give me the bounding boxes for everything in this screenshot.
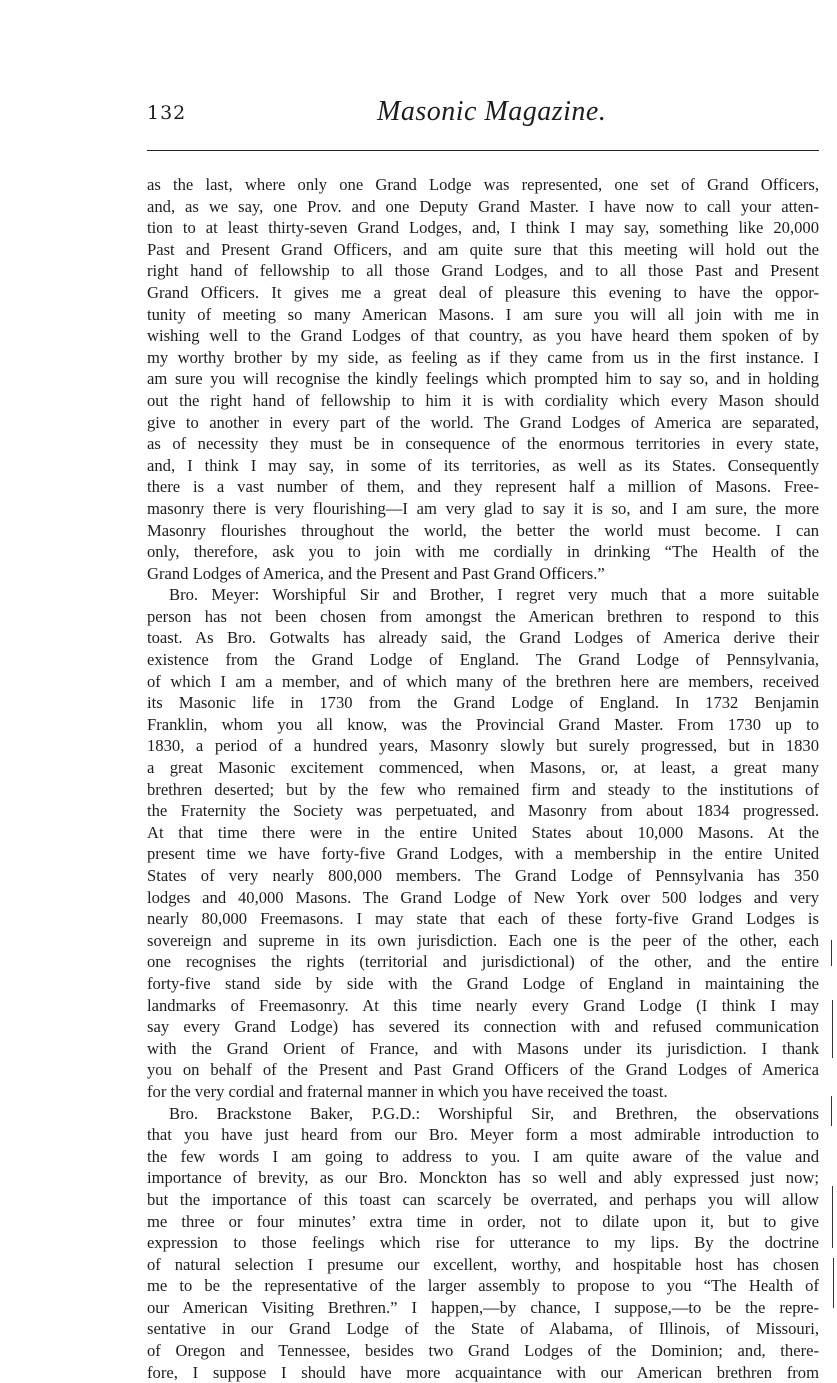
text-line: of natural selection I presume our excellent, worthy, and hospitable host has chosen	[147, 1254, 819, 1274]
text-line: expression to those feelings which rise for utterance to my lips. By the doctrine	[147, 1233, 819, 1253]
text-line: of Oregon and Tennessee, besides two Grand Lodges of the Dominion; and, there-	[147, 1341, 819, 1361]
text-line: States of very nearly 800,000 members. The Grand Lodge of Pennsylvania has 350	[147, 866, 819, 885]
margin-mark	[833, 1258, 834, 1308]
text-line: Bro. Brackstone Baker, P.G.D.: Worshipful Sir, and Brethren, the observations	[169, 1103, 819, 1123]
text-line: nearly 80,000 Freemasons. I may state that each of these forty-five Grand Lodges is	[147, 909, 819, 929]
text-line: Grand Officers. It gives me a great deal of pleasure this evening to have the oppor-	[147, 282, 819, 302]
page-header	[147, 96, 819, 132]
text-line: a great Masonic excitement commenced, when Masons, or, at least, a great many	[147, 758, 819, 778]
margin-mark	[831, 1096, 832, 1126]
text-line: give to another in every part of the world. The Grand Lodges of America are separated,	[147, 412, 819, 432]
text-line: one recognises the rights (territorial and jurisdictional) of the other, and the entire	[147, 952, 819, 972]
text-line: sovereign and supreme in its own jurisdiction. Each one is the peer of the other, each	[147, 930, 819, 950]
text-line: the few words I am going to address to you. I am quite aware of the value and	[147, 1146, 819, 1166]
text-line: there is a vast number of them, and they represent half a million of Masons. Free-	[147, 477, 819, 497]
text-line: tunity of meeting so many American Masons. I am sure you will all join with me in	[147, 304, 819, 324]
text-line: masonry there is very flourishing—I am very glad to say it is so, and I am sure, the more	[147, 498, 819, 518]
running-title: Masonic Magazine.	[377, 96, 607, 127]
text-line: our American Visiting Brethren.” I happen,—by chance, I suppose,—to be the repre-	[147, 1297, 819, 1317]
text-line: Franklin, whom you all know, was the Provincial Grand Master. From 1730 up to	[147, 714, 819, 734]
text-line: brethren deserted; but by the few who remained firm and steady to the institutions of	[147, 779, 819, 799]
text-line: right hand of fellowship to all those Grand Lodges, and to all those Past and Present	[147, 261, 819, 281]
margin-mark	[832, 1000, 833, 1058]
page-number: 132	[147, 102, 187, 124]
text-line: me to be the representative of the larger assembly to propose to you “The Health of	[147, 1276, 819, 1296]
text-line: Grand Lodges of America, and the Present and Past Grand Officers.”	[147, 563, 605, 583]
text-line: landmarks of Freemasonry. At this time nearly every Grand Lodge (I think I may	[147, 995, 819, 1015]
text-line: Bro. Meyer: Worshipful Sir and Brother, I regret very much that a more suitable	[169, 585, 819, 605]
text-line: me three or four minutes’ extra time in order, not to dilate upon it, but to give	[147, 1211, 819, 1231]
text-line: Masonry flourishes throughout the world, the better the world must become. I can	[147, 520, 819, 540]
text-line: as of necessity they must be in consequence of the enormous territories in every state,	[147, 434, 819, 454]
body-text	[147, 174, 819, 1383]
text-line: At that time there were in the entire United States about 10,000 Masons. At the	[147, 822, 819, 842]
text-line: its Masonic life in 1730 from the Grand Lodge of England. In 1732 Benjamin	[147, 693, 819, 713]
text-line: say every Grand Lodge) has severed its connection with and refused communication	[147, 1017, 819, 1037]
text-line: the Fraternity the Society was perpetuated, and Masonry from about 1834 progressed.	[147, 801, 819, 821]
text-line: as the last, where only one Grand Lodge was represented, one set of Grand Officers,	[147, 175, 819, 194]
text-line: you on behalf of the Present and Past Grand Officers of the Grand Lodges of America	[147, 1060, 819, 1080]
text-line: only, therefore, ask you to join with me cordially in drinking “The Health of the	[147, 542, 819, 562]
text-line: my worthy brother by my side, as feeling as if they came from us in the first instance. I	[147, 347, 819, 367]
text-line: for the very cordial and fraternal manner in which you have received the toast.	[147, 1081, 668, 1101]
text-line: sentative in our Grand Lodge of the State of Alabama, of Illinois, of Missouri,	[147, 1319, 819, 1339]
text-line: forty-five stand side by side with the Grand Lodge of England in maintaining the	[147, 973, 819, 993]
text-line: but the importance of this toast can scarcely be overrated, and perhaps you will allow	[147, 1189, 819, 1209]
text-line: with the Grand Orient of France, and with Masons under its jurisdiction. I thank	[147, 1038, 819, 1058]
text-line: Past and Present Grand Officers, and am quite sure that this meeting will hold out the	[147, 239, 819, 259]
text-line: fore, I suppose I should have more acquaintance with our American brethren from	[147, 1362, 819, 1382]
text-line: that you have just heard from our Bro. Meyer form a most admirable introduction to	[147, 1125, 819, 1145]
margin-mark	[832, 1186, 833, 1248]
header-rule	[147, 150, 819, 151]
text-line: and, I think I may say, in some of its territories, as well as its States. Consequently	[147, 455, 819, 475]
text-line: existence from the Grand Lodge of England. The Grand Lodge of Pennsylvania,	[147, 650, 819, 670]
text-line: wishing well to the Grand Lodges of that country, as you have heard them spoken of by	[147, 326, 819, 346]
text-line: present time we have forty-five Grand Lodges, with a membership in the entire United	[147, 844, 819, 864]
text-line: tion to at least thirty-seven Grand Lodges, and, I think I may say, something like 20,000	[147, 218, 819, 238]
text-line: importance of brevity, as our Bro. Monckton has so well and ably expressed just now;	[147, 1168, 819, 1188]
text-line: and, as we say, one Prov. and one Deputy Grand Master. I have now to call your atten-	[147, 196, 819, 216]
text-line: lodges and 40,000 Masons. The Grand Lodge of New York over 500 lodges and very	[147, 887, 819, 907]
text-line: person has not been chosen from amongst the American brethren to respond to this	[147, 606, 819, 626]
text-line: am sure you will recognise the kindly feelings which prompted him to say so, and in holding	[147, 369, 819, 389]
text-line: 1830, a period of a hundred years, Masonry slowly but surely progressed, but in 1830	[147, 736, 819, 756]
text-line: out the right hand of fellowship to him it is with cordiality which every Mason should	[147, 390, 819, 410]
margin-mark	[831, 940, 832, 966]
text-line: of which I am a member, and of which many of the brethren here are members, received	[147, 671, 819, 691]
text-line: toast. As Bro. Gotwalts has already said, the Grand Lodges of America derive their	[147, 628, 819, 648]
